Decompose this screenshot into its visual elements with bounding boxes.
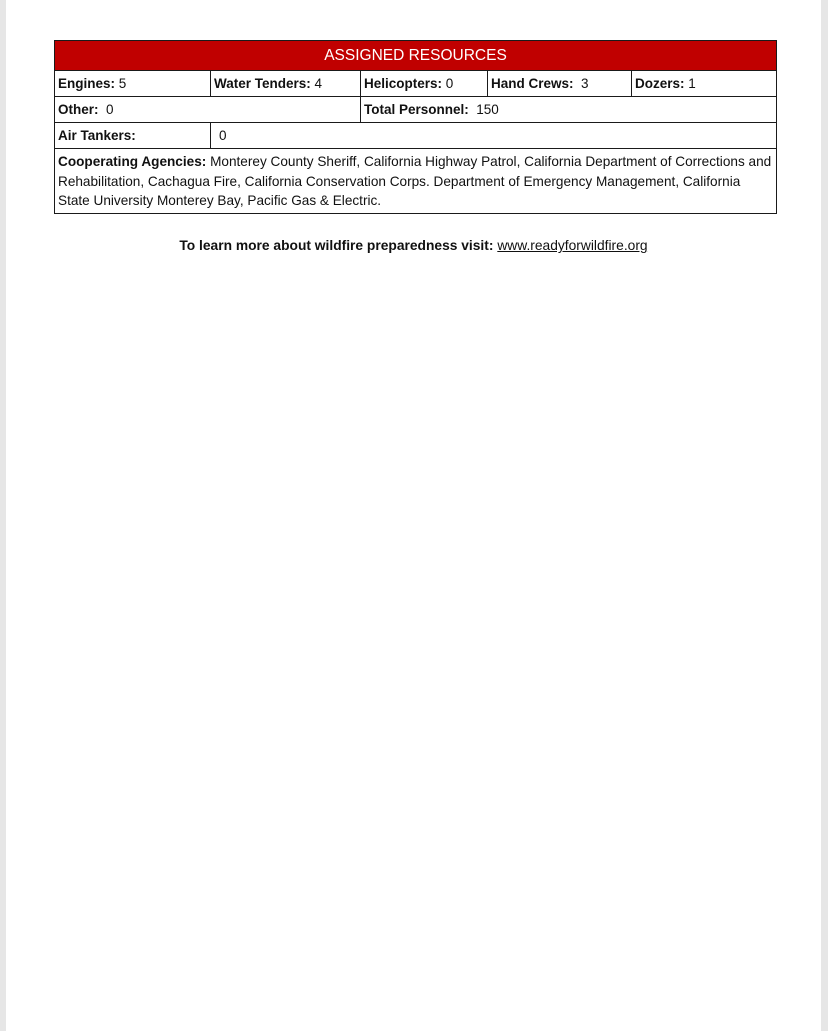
total-personnel-label: Total Personnel: bbox=[364, 102, 469, 117]
helicopters-value: 0 bbox=[445, 76, 454, 91]
hand-crews-label: Hand Crews: bbox=[491, 76, 574, 91]
total-personnel-value: 150 bbox=[476, 102, 499, 117]
water-tenders-value: 4 bbox=[314, 76, 323, 91]
water-tenders-cell bbox=[211, 71, 361, 97]
hand-crews-cell bbox=[488, 71, 632, 97]
other-value: 0 bbox=[106, 102, 114, 117]
footer-label: To learn more about wildfire preparedness visit: bbox=[179, 238, 494, 253]
cooperating-agencies-label: Cooperating Agencies: bbox=[58, 154, 207, 169]
dozers-value: 1 bbox=[688, 76, 696, 91]
cooperating-agencies-cell bbox=[55, 149, 777, 214]
table-row bbox=[55, 71, 777, 97]
other-label: Other: bbox=[58, 102, 99, 117]
dozers-label: Dozers: bbox=[635, 76, 685, 91]
helicopters-label: Helicopters: bbox=[364, 76, 443, 91]
cooperating-agencies-value: Monterey County Sheriff, California Highway Patrol, California Department of Corrections and Rehabilitation, Cachagua Fire, California Conservation Corps. Department of Emergency Management, California State University Monterey Bay, Pacific Gas & Electric. bbox=[58, 154, 772, 208]
air-tankers-value: 0 bbox=[219, 128, 227, 143]
assigned-resources-table bbox=[54, 40, 777, 214]
total-personnel-cell bbox=[361, 97, 777, 123]
helicopters-cell bbox=[361, 71, 488, 97]
table-row bbox=[55, 97, 777, 123]
table-title: ASSIGNED RESOURCES bbox=[55, 41, 777, 71]
engines-label: Engines: bbox=[58, 76, 116, 91]
dozers-cell bbox=[632, 71, 777, 97]
wildfire-preparedness-note bbox=[6, 238, 821, 253]
air-tankers-value-cell bbox=[211, 123, 777, 149]
water-tenders-label: Water Tenders: bbox=[214, 76, 311, 91]
engines-cell bbox=[55, 71, 211, 97]
air-tankers-label: Air Tankers: bbox=[58, 128, 136, 143]
document-page bbox=[6, 0, 821, 1031]
other-cell bbox=[55, 97, 361, 123]
engines-value: 5 bbox=[118, 76, 127, 91]
readyforwildfire-link[interactable]: www.readyforwildfire.org bbox=[497, 238, 648, 253]
air-tankers-label-cell bbox=[55, 123, 211, 149]
table-row bbox=[55, 149, 777, 214]
table-row bbox=[55, 123, 777, 149]
hand-crews-value: 3 bbox=[581, 76, 589, 91]
